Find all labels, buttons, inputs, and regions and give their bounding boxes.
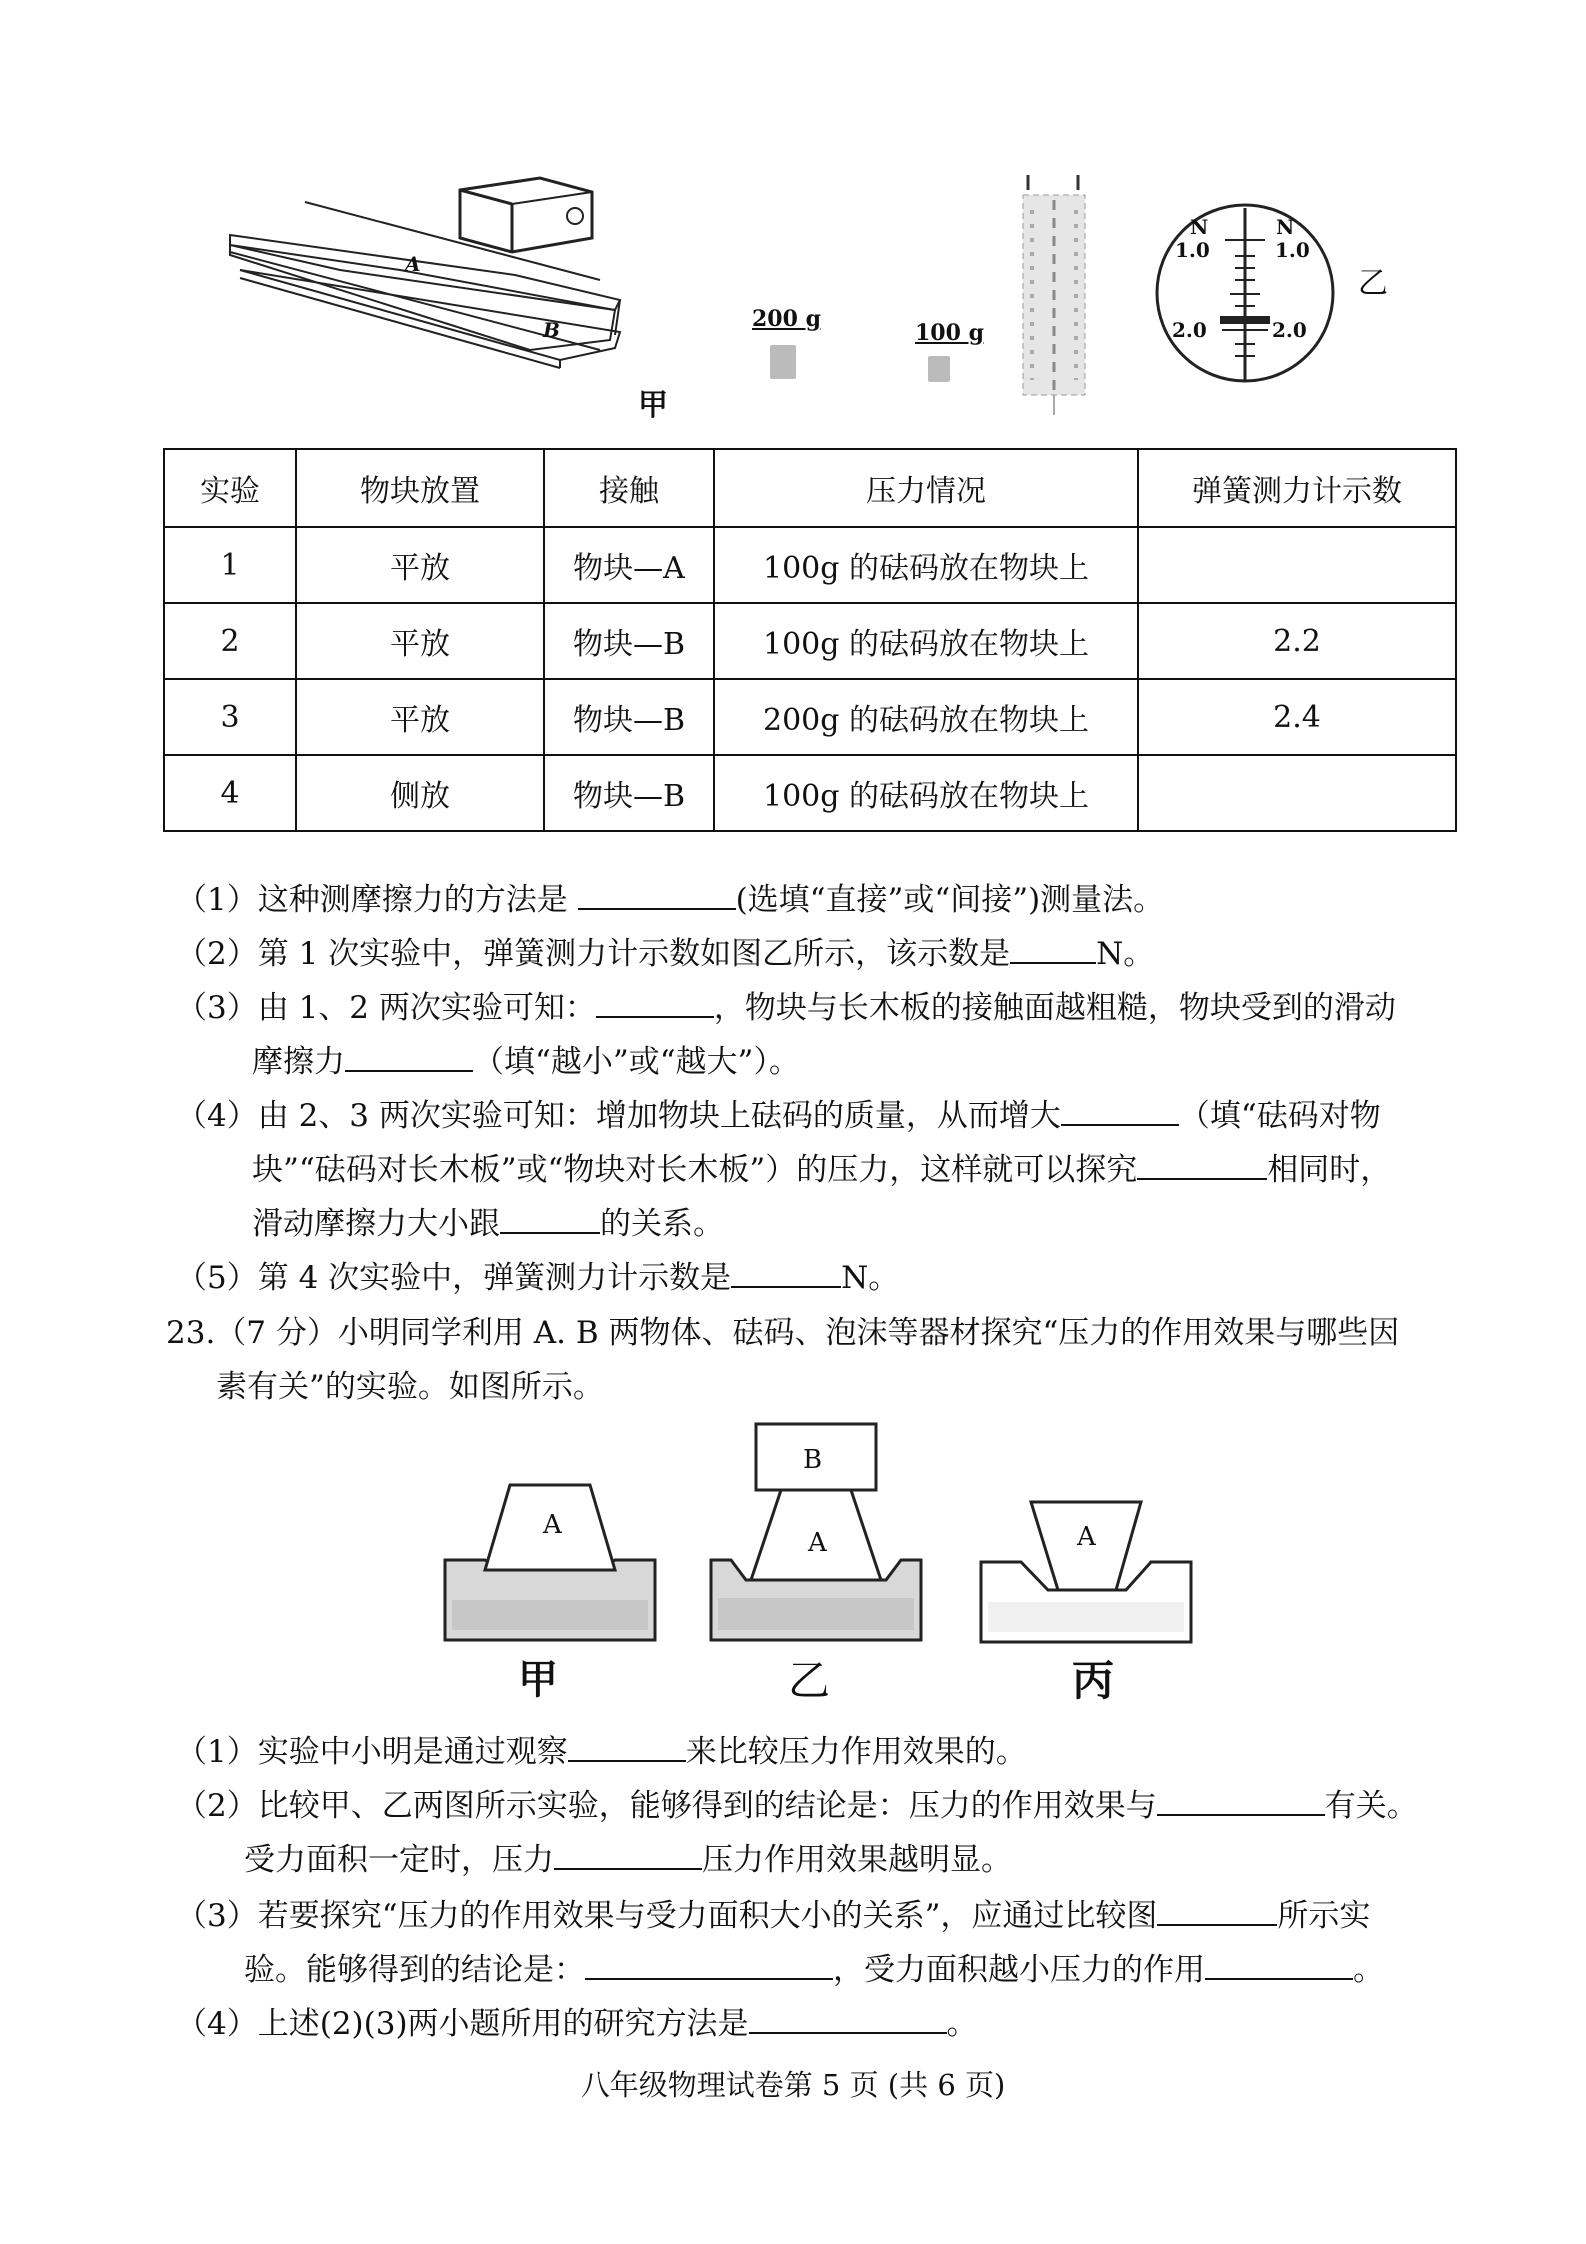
table-cell: 物块—B xyxy=(544,755,714,831)
col-experiment: 实验 xyxy=(164,449,296,527)
table-cell xyxy=(1138,527,1456,603)
table-row xyxy=(164,679,1456,755)
table-row xyxy=(164,527,1456,603)
figure-label-jia-2: 甲 xyxy=(518,1656,558,1703)
figure-label-bing: 丙 xyxy=(1072,1656,1115,1705)
table-cell: 平放 xyxy=(296,527,544,603)
table-cell: 3 xyxy=(164,679,296,755)
q22-part3-cont: 摩擦力 （填“越小”或“越大”）。 xyxy=(252,1040,800,1083)
scale-right-1: 1.0 xyxy=(1275,238,1310,262)
table-cell: 100g 的砝码放在物块上 xyxy=(714,755,1138,831)
col-pressure: 压力情况 xyxy=(714,449,1138,527)
figure-label-yi-2: 乙 xyxy=(788,1656,831,1705)
scale-left-n: N xyxy=(1190,215,1209,239)
q23-intro: 23.（7 分）小明同学利用 A. B 两物体、砝码、泡沫等器材探究“压力的作用效果与哪些因 xyxy=(166,1315,1400,1351)
answer-blank[interactable] xyxy=(554,1838,702,1870)
q22-part5: （5）第 4 次实验中，弹簧测力计示数是 N。 xyxy=(176,1256,899,1299)
block-a-label-1: A xyxy=(543,1510,562,1540)
answer-blank[interactable] xyxy=(568,1730,686,1762)
weight-200g-icon xyxy=(770,345,796,379)
answer-blank[interactable] xyxy=(500,1202,600,1234)
table-cell: 4 xyxy=(164,755,296,831)
scale-right-2: 2.0 xyxy=(1272,318,1307,342)
scale-right-n: N xyxy=(1276,215,1295,239)
spring-scale-icon xyxy=(1018,170,1090,420)
col-contact: 接触 xyxy=(544,449,714,527)
q22-part3: （3）由 1、2 两次实验可知： ，物块与长木板的接触面越粗糙，物块受到的滑动 xyxy=(176,986,1396,1029)
scale-dial-figure xyxy=(1150,198,1340,388)
foam-figure-jia xyxy=(440,1470,660,1650)
answer-blank[interactable] xyxy=(1157,1784,1325,1816)
answer-blank[interactable] xyxy=(585,1948,833,1980)
table-cell: 2.2 xyxy=(1138,603,1456,679)
table-header-row xyxy=(164,449,1456,527)
answer-blank[interactable] xyxy=(1061,1094,1179,1126)
table-row xyxy=(164,603,1456,679)
answer-blank[interactable] xyxy=(345,1040,473,1072)
board-a-label: A xyxy=(405,252,421,276)
q23-intro-cont: 素有关”的实验。如图所示。 xyxy=(216,1369,604,1405)
answer-blank[interactable] xyxy=(1137,1148,1267,1180)
q22-part4: （4）由 2、3 两次实验可知：增加物块上砝码的质量，从而增大 （填“砝码对物 xyxy=(176,1094,1381,1137)
q22-part2: （2）第 1 次实验中，弹簧测力计示数如图乙所示，该示数是 N。 xyxy=(176,932,1154,975)
foam-figure-bing xyxy=(976,1492,1196,1650)
table-cell: 物块—B xyxy=(544,603,714,679)
col-reading: 弹簧测力计示数 xyxy=(1138,449,1456,527)
block-a-label-3: A xyxy=(1077,1522,1096,1552)
col-placement: 物块放置 xyxy=(296,449,544,527)
table-cell: 200g 的砝码放在物块上 xyxy=(714,679,1138,755)
answer-blank[interactable] xyxy=(578,878,736,910)
q22-part4-cont2: 滑动摩擦力大小跟 的关系。 xyxy=(252,1202,724,1245)
block-a-label-2: A xyxy=(808,1528,827,1558)
q22-part1: （1）这种测摩擦力的方法是 (选填“直接”或“间接”)测量法。 xyxy=(176,878,1164,921)
figure-label-jia: 甲 xyxy=(638,388,668,423)
figure-label-yi: 乙 xyxy=(1358,266,1388,301)
table-cell: 平放 xyxy=(296,679,544,755)
table-cell: 1 xyxy=(164,527,296,603)
page-footer: 八年级物理试卷第 5 页 (共 6 页) xyxy=(580,2068,1006,2102)
q23-part4: （4）上述(2)(3)两小题所用的研究方法是 。 xyxy=(176,2002,978,2045)
block-b-label: B xyxy=(803,1445,823,1475)
table-cell: 平放 xyxy=(296,603,544,679)
q23-part1: （1）实验中小明是通过观察 来比较压力作用效果的。 xyxy=(176,1730,1027,1773)
answer-blank[interactable] xyxy=(1205,1948,1353,1980)
experiment-table xyxy=(163,448,1457,832)
figure-friction-apparatus xyxy=(220,160,640,420)
answer-blank[interactable] xyxy=(749,2002,947,2034)
q23-part2-cont: 受力面积一定时，压力 压力作用效果越明显。 xyxy=(244,1838,1012,1881)
answer-blank[interactable] xyxy=(731,1256,841,1288)
table-cell xyxy=(1138,755,1456,831)
table-row xyxy=(164,755,1456,831)
scale-left-1: 1.0 xyxy=(1175,238,1210,262)
table-cell: 2.4 xyxy=(1138,679,1456,755)
q23-part3-cont: 验。能够得到的结论是： ，受力面积越小压力的作用 。 xyxy=(244,1948,1384,1991)
table-cell: 100g 的砝码放在物块上 xyxy=(714,603,1138,679)
q23-part3: （3）若要探究“压力的作用效果与受力面积大小的关系”，应通过比较图 所示实 xyxy=(176,1894,1370,1937)
q22-part4-cont1: 块”“砝码对长木板”或“物块对长木板”）的压力，这样就可以探究 相同时， xyxy=(252,1148,1391,1191)
weight-100g-label: 100 g xyxy=(915,320,984,346)
answer-blank[interactable] xyxy=(596,986,714,1018)
table-cell: 物块—A xyxy=(544,527,714,603)
answer-blank[interactable] xyxy=(1010,932,1096,964)
table-cell: 100g 的砝码放在物块上 xyxy=(714,527,1138,603)
table-cell: 2 xyxy=(164,603,296,679)
table-cell: 侧放 xyxy=(296,755,544,831)
board-b-label: B xyxy=(543,318,560,342)
table-cell: 物块—B xyxy=(544,679,714,755)
q23-part2: （2）比较甲、乙两图所示实验，能够得到的结论是：压力的作用效果与 有关。 xyxy=(176,1784,1418,1827)
scale-left-2: 2.0 xyxy=(1172,318,1207,342)
weight-200g-label: 200 g xyxy=(752,306,821,332)
answer-blank[interactable] xyxy=(1157,1894,1277,1926)
weight-100g-icon xyxy=(928,356,950,382)
